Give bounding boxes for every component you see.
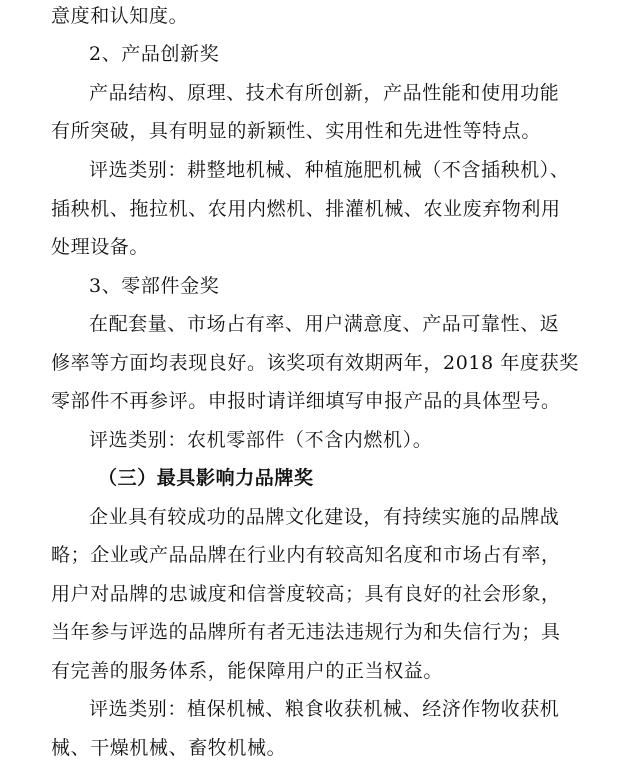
- body-text-line: 意度和认知度。: [51, 5, 189, 27]
- body-text-line: 略；企业或产品品牌在行业内有较高知名度和市场占有率，: [51, 544, 561, 566]
- body-text-line: 用户对品牌的忠诚度和信誉度较高；具有良好的社会形象，: [51, 583, 561, 605]
- body-text-line: 产品结构、原理、技术有所创新，产品性能和使用功能: [89, 82, 560, 104]
- body-text-line: 当年参与评选的品牌所有者无违法违规行为和失信行为；具: [51, 621, 561, 643]
- category-text-line: 械、干燥机械、畜牧机械。: [51, 737, 287, 759]
- category-text-line: 评选类别：植保机械、粮食收获机械、经济作物收获机: [89, 698, 560, 720]
- body-text-line: 修率等方面均表现良好。该奖项有效期两年，2018 年度获奖: [51, 352, 579, 374]
- body-text-line: 有所突破，具有明显的新颖性、实用性和先进性等特点。: [51, 120, 542, 142]
- category-text-line: 评选类别：耕整地机械、种植施肥机械（不含插秧机）、: [89, 159, 570, 181]
- section-heading: 2、产品创新奖: [89, 43, 220, 65]
- body-text-line: 有完善的服务体系，能保障用户的正当权益。: [51, 660, 444, 682]
- category-text-line: 插秧机、拖拉机、农用内燃机、排灌机械、农业废弃物利用: [51, 198, 561, 220]
- section-heading: （三）最具影响力品牌奖: [98, 467, 314, 489]
- category-text-line: 处理设备。: [51, 236, 150, 258]
- category-text-line: 评选类别：农机零部件（不含内燃机）。: [89, 429, 433, 451]
- body-text-line: 企业具有较成功的品牌文化建设，有持续实施的品牌战: [89, 506, 560, 528]
- body-text-line: 在配套量、市场占有率、用户满意度、产品可靠性、返: [89, 313, 560, 335]
- body-text-line: 零部件不再参评。申报时请详细填写申报产品的具体型号。: [51, 390, 561, 412]
- section-heading: 3、零部件金奖: [89, 275, 220, 297]
